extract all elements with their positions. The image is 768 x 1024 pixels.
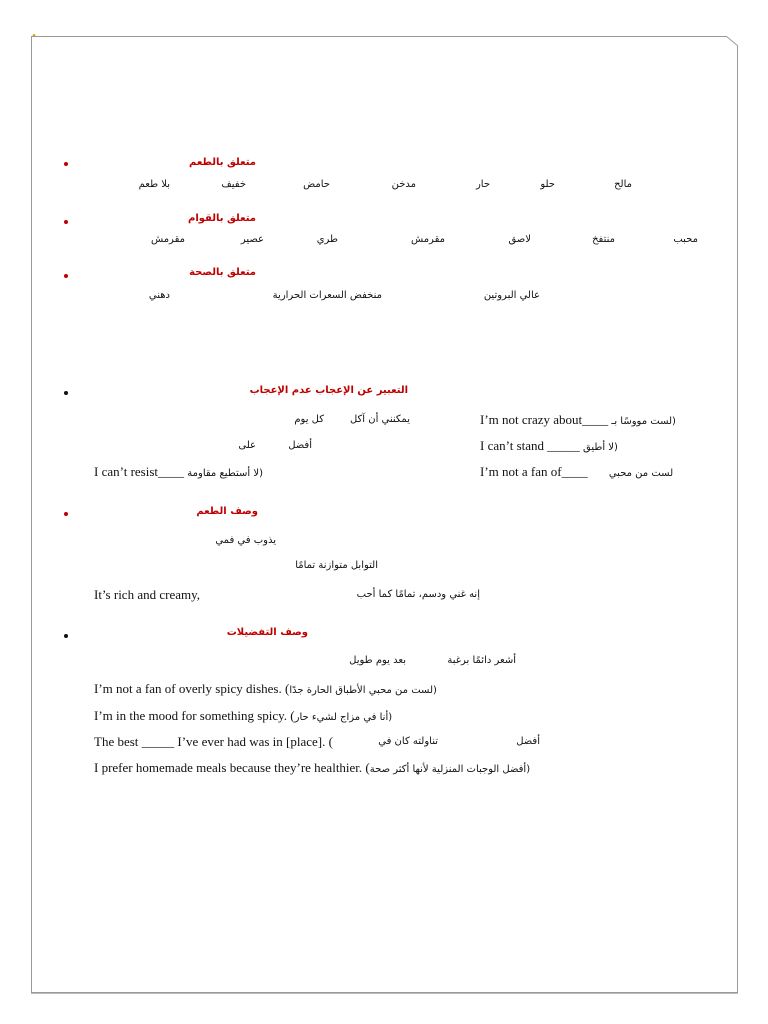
health-word: منخفض السعرات الحرارية (272, 290, 382, 301)
bullet-icon (64, 274, 68, 278)
describe-line1: يذوب في فمي (215, 535, 276, 546)
taste-word: خفيف (221, 179, 246, 190)
describe-line3-ar: إنه غني ودسم، تمامًا كما أحب (356, 589, 480, 600)
health-word: عالي البروتين (483, 290, 540, 301)
texture-word: لاصق (508, 234, 531, 245)
texture-word: عصير (240, 234, 264, 245)
pref-line3: I’m in the mood for something spicy. (أنا في مزاج لشيء حار) (94, 708, 393, 723)
taste-word: مالح (614, 179, 632, 190)
pref-line4-ar-a: تناولته كان في (378, 736, 438, 747)
dislike-row1-ar: يمكنني أن آكل (349, 414, 410, 425)
taste-word: حامض (303, 179, 330, 190)
heading-preferences: وصف التفضيلات (226, 627, 308, 638)
dislike-row2-ar2: على (238, 440, 256, 451)
dislike-row3-left: I can’t resist____ لا أستطيع مقاومة) (94, 464, 263, 479)
heading-texture: متعلق بالقوام (188, 213, 256, 224)
texture-word: مقرمش (150, 234, 185, 245)
health-word: دهني (148, 290, 170, 301)
texture-word: محبب (673, 234, 698, 245)
pref-line1-b: بعد يوم طويل (349, 655, 406, 666)
bullet-icon (64, 391, 68, 395)
texture-word: منتفخ (592, 234, 615, 245)
pref-line4: The best _____ I’ve ever had was in [place]. ( (94, 734, 333, 749)
texture-word: طري (316, 234, 338, 245)
taste-word: حلو (540, 179, 555, 190)
taste-word: مدخن (391, 179, 416, 190)
pref-line5: I prefer homemade meals because they’re healthier. (أفضل الوجبات المنزلية لأنها أكثر صحة) (94, 760, 531, 775)
bullet-icon (64, 220, 68, 224)
dislike-row2-ar: أفضل (288, 440, 312, 451)
dislike-row1: I’m not crazy about____ لست مووسًا بـ) (480, 412, 676, 427)
pref-line1-a: أشعر دائمًا برغبة (447, 655, 516, 666)
bullet-icon (64, 512, 68, 516)
heading-dislike: التعبير عن الإعجاب عدم الإعجاب (249, 385, 408, 396)
dislike-row1-ar2: كل يوم (294, 414, 324, 425)
page-corner-fold-icon (726, 36, 738, 46)
pref-line4-ar-b: أفضل (516, 736, 540, 747)
page-bottom-divider (31, 993, 738, 994)
pref-line2: I’m not a fan of overly spicy dishes. (لست من محبي الأطباق الحارة جدًا) (94, 681, 437, 696)
heading-taste: متعلق بالطعم (189, 157, 256, 168)
texture-word: مقرمش (410, 234, 445, 245)
dislike-row2: I can’t stand _____ لا أطيق) (480, 438, 618, 453)
describe-line3-en: It’s rich and creamy, (94, 587, 200, 602)
taste-word: بلا طعم (138, 179, 170, 190)
heading-health: متعلق بالصحة (189, 267, 256, 278)
taste-word: حار (475, 179, 490, 190)
bullet-icon (64, 634, 68, 638)
dislike-row3: I’m not a fan of____ لست من محبي (480, 464, 674, 479)
heading-describe: وصف الطعم (196, 506, 258, 517)
describe-line2: التوابل متوازنة تمامًا (295, 560, 378, 571)
bullet-icon (64, 162, 68, 166)
